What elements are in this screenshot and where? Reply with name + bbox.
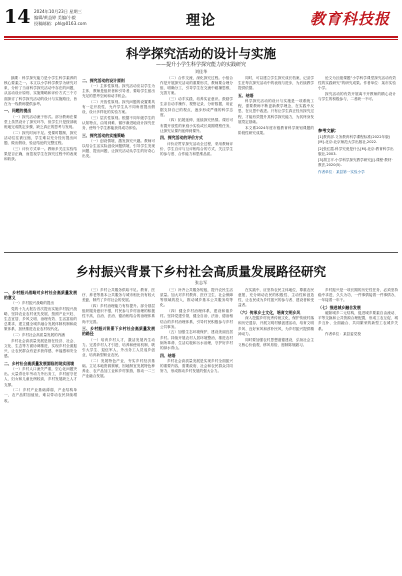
paragraph: （三）评价方式单一。教师多关注实验结果是否正确，而忽视学生在探究过程中的表现和收获。 [4, 146, 77, 162]
section-heading: 四、结语 [160, 352, 176, 358]
paragraph: 破除城乡二元结构，促进城乡要素自由流动、平等交换和公共资源合理配置，形成工农互促、城乡互补、全面融合、共同繁荣的新型工农城乡关系。 [318, 311, 398, 331]
paragraph: 乡村振兴是一项长期的历史性任务，必须坚持稳中求进，久久为功，一件事情接着一件事情办，一年接着一年干。 [318, 288, 398, 303]
reference-item: [1]教育部.义务教育科学课程标准(2022年版)[M].北京:北京师范大学出版社,2022. [318, 135, 391, 144]
paragraph: （三）补齐公共服务短板，提升农民生活质量。加大对乡村教育、医疗卫生、社会保障等领域的投入，推动城乡基本公共服务均等化。 [160, 288, 233, 308]
issue-meta [34, 9, 87, 27]
paragraph: （四）乡村治理能力有待提升。部分基层组织服务意识不强，村民参与乡村治理的积极性不高，自治、法治、德治相结合的治理体系尚不完善。 [82, 304, 155, 324]
paragraph: （四）拓展延伸，延续探究热情。课后可布置开放性的家庭小实验或长周期观察任务，让探究从课内延伸到课外。 [160, 118, 233, 133]
paragraph: 评价应贯穿探究活动全过程，采用教师评价、学生自评与互评相结合的方式，关注学生的参与度、合作能力和思维品质。 [160, 141, 233, 156]
paragraph: 党的十九大报告首次提出实施乡村振兴战略，坚持农业农村优先发展，按照产业兴旺、生态宜居、乡风文明、治理有效、生活富裕的总要求，建立健全城乡融合发展体制机制和政策体系，加快推进农业农村现代化。 [4, 306, 77, 332]
date-line: 2024年10月23日 星期三 [34, 9, 82, 14]
article2-column-4 [238, 288, 314, 572]
paragraph: （三）层次性原则。根据不同年级学生的认知特点，由易到难、循序渐进地设计探究任务，使每个学生都能获得成功体验。 [82, 115, 155, 131]
reference-item: [2]张红霞.科学究竟是什么[M].北京:教育科学出版社,2003. [318, 146, 394, 156]
article1-column-4 [238, 76, 314, 250]
references-heading: 参考文献： [318, 128, 339, 133]
paragraph: 科学探究活动的设计与实施是一项系统工程，需要教师不断更新教学理念，在实践中反思、在反思中改进。只有让学生真正经历探究过程，才能有效提升其科学探究能力，为其终身发展奠定基础。 [238, 99, 314, 124]
paragraph: 本文系2024年度市级教育科学规划课题的阶段性研究成果。 [238, 125, 314, 135]
paragraph: （二）发展特色产业，夯实乡村经济基础。立足本地资源禀赋，因地制宜发展特色种养业、农产品加工业和乡村旅游，推动一二三产业融合发展。 [82, 358, 155, 379]
paragraph: （二）乡村产业基础薄弱，产业结构单一，农产品附加值低，难以带动农民持续增收。 [4, 388, 77, 403]
paragraph: 乡村社会高质量发展是指在经济、社会、文化、生态等方面协调推进，实现乡村全面振兴，让农民群众有更多获得感、幸福感和安全感。 [4, 338, 77, 359]
article-separator [4, 252, 398, 253]
paragraph: （一）乡村振兴战略的提出 [11, 300, 55, 305]
section-heading: 二、乡村社会高质量发展面临的现实困境 [4, 360, 75, 366]
paragraph: 探究活动的有效开展离不开教师的精心设计与学生的积极参与，二者缺一不可。 [318, 92, 396, 102]
paragraph: （二）乡村社会高质量发展的内涵 [11, 333, 65, 338]
paragraph: 在实践中，应坚持农民主体地位，尊重农民意愿，充分调动农民的积极性、主动性和创造性，让农民成为乡村振兴的参与者、建设者和受益者。 [238, 288, 314, 308]
paragraph: （一）创设情境，激发探究兴趣。教师可以结合生活实际创设问题情境，引导学生发现问题、提出问题，让探究活动从学生的好奇心出发。 [82, 139, 155, 159]
paragraph: （一）乡村人口流失严重，空心化问题突出。大量青壮年劳动力外出务工，乡村留守老人、妇女和儿童比例较高，乡村发展缺乏人才支撑。 [4, 367, 77, 387]
article2-column-5 [318, 288, 398, 572]
masthead [0, 0, 402, 40]
section-heading: 一、乡村振兴战略对乡村社会高质量发展的意义 [4, 289, 77, 300]
page-number: 14 [4, 6, 31, 28]
paragraph: （三）乡村公共服务供给不足。教育、医疗、养老等基本公共服务与城市相比仍有较大差距，制约了乡村社会的发展。 [82, 288, 155, 303]
paragraph: 同时，可以建立学生探究成长档案，记录学生在每次探究活动中的表现与进步，为后续教学提供依据。 [238, 76, 314, 91]
article1-column-5 [318, 76, 396, 126]
article1-column-2 [82, 76, 155, 250]
paragraph: 乡村社会高质量发展是实现乡村全面振兴的重要内容，需要政府、社会和农民群众共同努力，形成推动乡村发展的强大合力。 [160, 358, 233, 374]
section-heading: 二、探究活动的设计原则 [82, 77, 125, 83]
phone-line: 投稿邮箱：phl@0163.com [34, 21, 87, 26]
article2-title: 乡村振兴背景下乡村社会高质量发展路径研究 [75, 264, 326, 279]
reference-item: [3]胡卫平.小学科学探究教学研究[J].课程·教材·教法,2020(5). [318, 158, 393, 167]
article2-column-2 [82, 288, 155, 572]
paragraph: （二）探究时间不足。受课时限制，探究活动往往被压缩，学生难以充分经历提出问题、做出假设、验证结论的完整过程。 [4, 130, 77, 146]
paragraph: 深入挖掘乡村优秀传统文化，保护传统村落和历史遗存，开展文明村镇创建活动，培育文明乡风、良好家风和淳朴民风，为乡村振兴提供精神动力。 [238, 316, 314, 336]
article1-author: 刘佳华 [194, 69, 208, 74]
section-heading: 三、乡村振兴背景下乡村社会高质量发展的路径 [82, 326, 155, 337]
paragraph: （三）动手实践，培养实证意识。鼓励学生亲自动手操作、观察记录、分析数据，用证据支持自己的观点，逐步形成严谨的科学态度。 [160, 97, 233, 117]
paragraph: （一）探究活动流于形式。部分教师在课堂上虽然设计了探究环节，但学生只是按部就班地完成既定步骤，缺乏真正的思考与发现。 [4, 114, 77, 129]
paragraph: （一）培育乡村人才，激活发展内生动力。完善乡村人才引进、培养和使用机制，吸引大学生、退伍军人、外出务工人员返乡创业，培育新型职业农民。 [82, 337, 155, 358]
paragraph: 摘要：科学探究能力是小学生科学素养的核心要素之一。本文以小学科学教学为研究对象，分析了当前科学探究活动中存在的问题，从活动设计原则、实施策略和评价方式三个方面探讨了科学探究活动的设计与实施路径，旨在为一线教师提供参考。 [4, 76, 77, 106]
paragraph: 论文为区级课题“小学科学课堂探究活动有效性的实践研究”的研究成果。作者单位：某市实验小学。 [318, 76, 396, 91]
references-box [318, 128, 396, 248]
paragraph: （二）开放性原则。探究问题的设置要具有一定开放性，允许学生从不同角度提出假设，设计多样化的实验方案。 [82, 99, 155, 115]
paragraph: 作者单位：某县委党校 [325, 332, 361, 337]
editor-line: 编辑/黄益婷 美编/小毅 [34, 15, 76, 20]
article1-column-3 [160, 76, 233, 250]
article2-column-1 [4, 288, 77, 572]
section-heading: 三、探究活动的实施策略 [82, 132, 125, 138]
section-heading: 四、探究活动的评价方式 [160, 135, 203, 141]
article2-column-3 [160, 288, 233, 572]
paragraph: （二）合作交流，深化探究过程。小组合作是开展探究活动的重要形式，教师要合理分组、明确分工，引导学生在交流中碰撞思维，完善方案。 [160, 76, 233, 96]
masthead-rule-thin [4, 39, 398, 40]
paragraph: （五）加强生态环境保护，建设美丽宜居乡村。持续开展农村人居环境整治，推进农村厕所革命、生活垃圾和污水治理，守护好乡村的绿水青山。 [160, 330, 233, 350]
paragraph: （一）主体性原则。探究活动应以学生为主体，教师是组织者和引导者，要给学生留出充足的思考空间和动手机会。 [82, 83, 155, 99]
section-heading: 五、结语 [238, 92, 254, 98]
article1-subtitle: ——提升小学生科学探究能力的实践研究 [155, 62, 246, 68]
paragraph: （四）健全乡村治理体系，建设和谐乡村。坚持党建引领，健全自治、法治、德治相结合的乡村治理体系，引导村民积极参与乡村公共事务。 [160, 309, 233, 329]
author-unit-note: 作者单位：某县第一实验小学 [318, 169, 365, 174]
masthead-rule [4, 36, 398, 38]
article1-column-1 [4, 76, 77, 250]
newspaper-logo: 教育科技报 [309, 10, 390, 28]
section-heading: （七）推进城乡融合发展 [318, 304, 361, 310]
section-title: 理论 [186, 13, 216, 29]
paragraph: 同时要加强农村思想道德建设，弘扬社会主义核心价值观，移风易俗，遏制陈规陋习。 [238, 337, 314, 347]
article2-author: 张志军 [194, 280, 208, 285]
article1-title: 科学探究活动的设计与实施 [125, 46, 276, 61]
section-heading: （六）传承乡土文化，培育文明乡风 [238, 310, 301, 316]
section-heading: 一、问题的提出 [4, 108, 32, 114]
